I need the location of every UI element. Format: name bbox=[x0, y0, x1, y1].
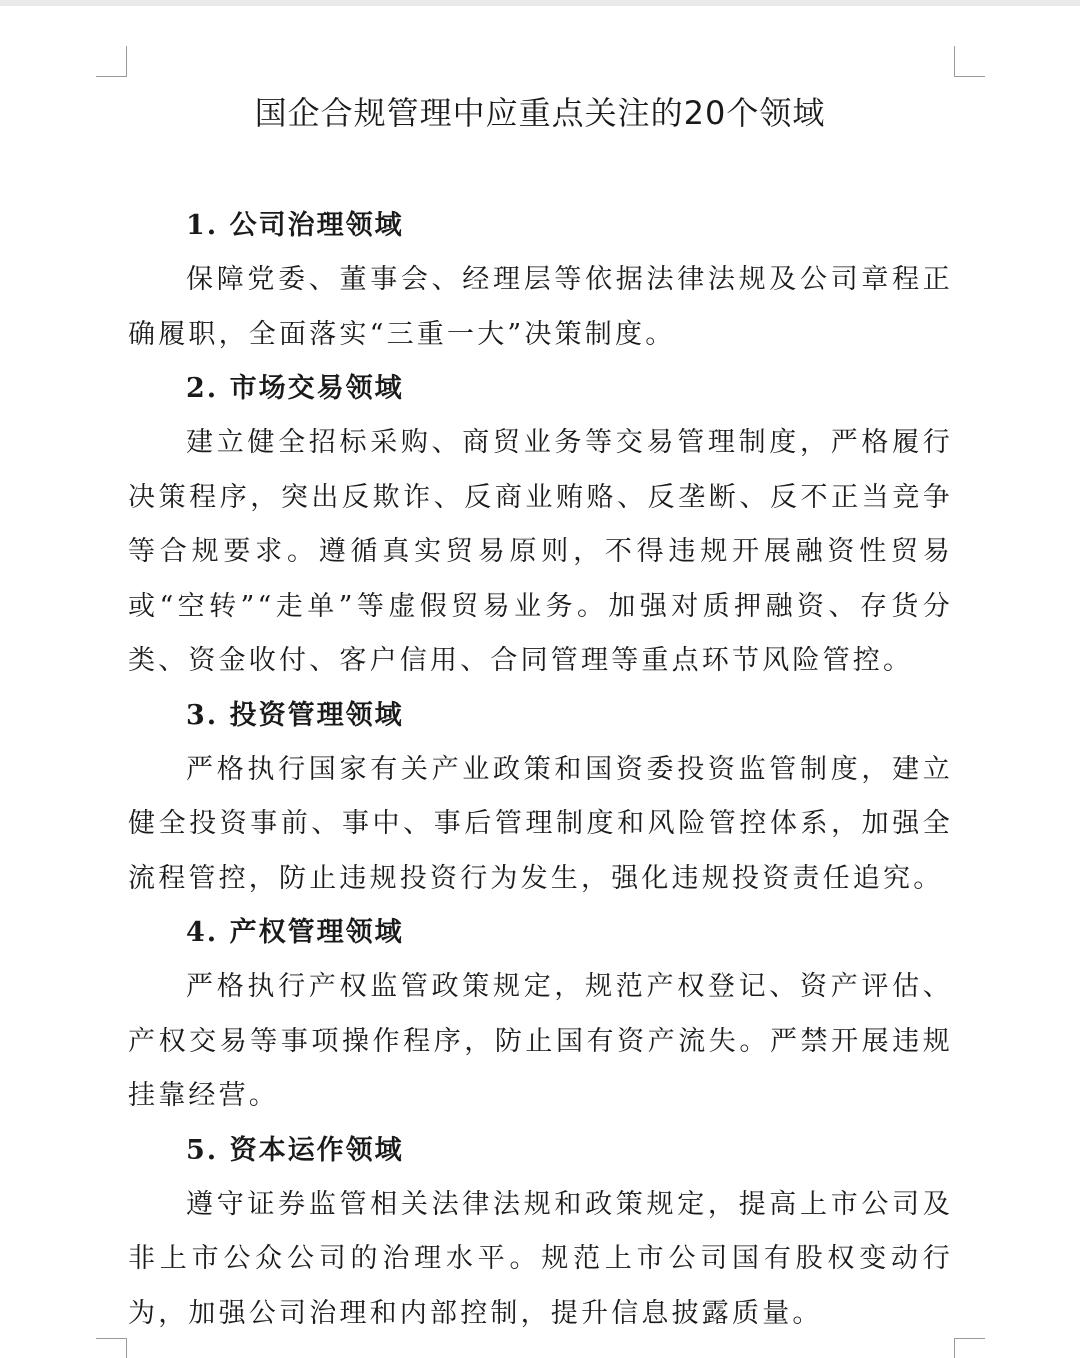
section-paragraph: 严格执行产权监管政策规定，规范产权登记、资产评估、产权交易等事项操作程序，防止国有资产流失。严禁开展违规挂靠经营。 bbox=[128, 971, 953, 1111]
margin-mark-bottom-left bbox=[96, 1338, 127, 1358]
section-market-trading bbox=[128, 362, 953, 689]
section-capital-operation bbox=[128, 1124, 953, 1342]
document-page bbox=[0, 6, 1080, 1358]
section-heading: 1. 公司治理领域 bbox=[186, 210, 404, 241]
section-investment-management bbox=[128, 689, 953, 907]
section-corporate-governance bbox=[128, 199, 953, 362]
section-paragraph: 建立健全招标采购、商贸业务等交易管理制度，严格履行决策程序，突出反欺诈、反商业贿赂、反垄断、反不正当竞争等合规要求。遵循真实贸易原则，不得违规开展融资性贸易或“空转”“走单”等虚假贸易业务。加强对质押融资、存货分类、资金收付、客户信用、合同管理等重点环节风险管控。 bbox=[128, 427, 953, 676]
margin-mark-bottom-right bbox=[954, 1338, 985, 1358]
section-paragraph: 保障党委、董事会、经理层等依据法律法规及公司章程正确履职，全面落实“三重一大”决策制度。 bbox=[128, 264, 953, 350]
margin-mark-top-right bbox=[954, 46, 985, 77]
margin-mark-top-left bbox=[96, 46, 127, 77]
section-heading: 3. 投资管理领域 bbox=[186, 699, 404, 731]
section-heading: 5. 资本运作领域 bbox=[186, 1134, 404, 1166]
section-heading: 2. 市场交易领域 bbox=[186, 373, 404, 404]
section-heading: 4. 产权管理领域 bbox=[186, 917, 404, 948]
section-paragraph: 遵守证券监管相关法律法规和政策规定，提高上市公司及非上市公众公司的治理水平。规范上市公司国有股权变动行为，加强公司治理和内部控制，提升信息披露质量。 bbox=[128, 1188, 953, 1329]
document-title: 国企合规管理中应重点关注的20个领域 bbox=[254, 94, 826, 132]
document-body bbox=[128, 199, 953, 1341]
section-paragraph: 严格执行国家有关产业政策和国资委投资监管制度，建立健全投资事前、事中、事后管理制度和风险管控体系，加强全流程管控，防止违规投资行为发生，强化违规投资责任追究。 bbox=[128, 753, 953, 894]
section-property-rights bbox=[128, 906, 953, 1124]
